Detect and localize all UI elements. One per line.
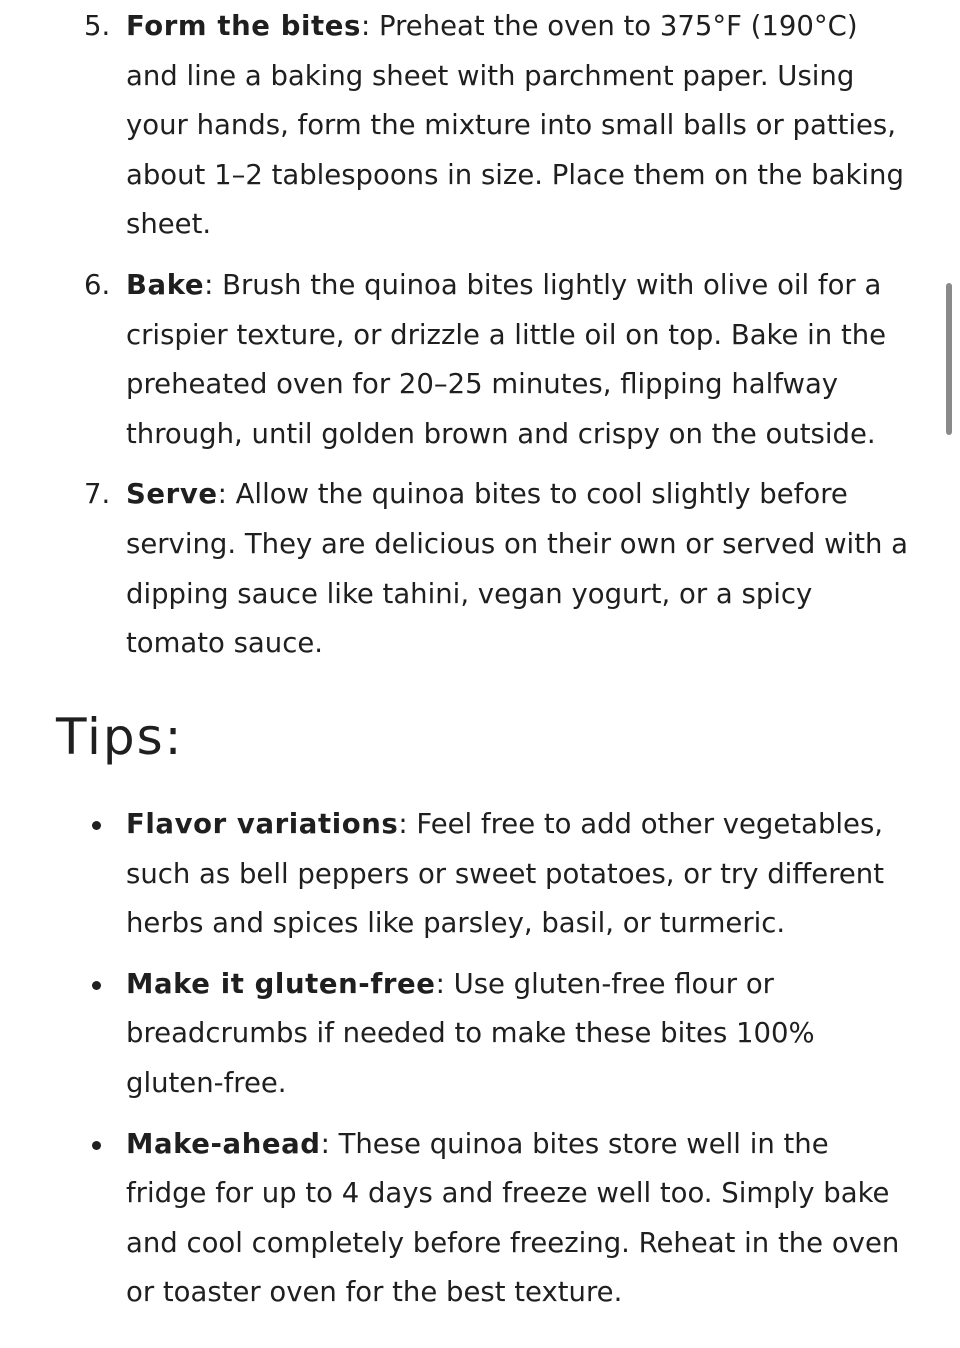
step-number: 7.	[84, 478, 111, 511]
vertical-scrollbar[interactable]	[946, 283, 952, 435]
step-title: Bake	[126, 268, 205, 301]
step-text: : Brush the quinoa bites lightly with olive oil for a crispier texture, or drizzle a little oil on top. Bake in the preheated oven for 20–25 minutes, flipping halfway through, until golden brown and crispy on the outside.	[126, 268, 887, 450]
instruction-step	[0, 470, 960, 668]
tip-title: Make it gluten-free	[126, 967, 436, 1000]
tip-item	[0, 800, 960, 949]
instructions-list	[0, 2, 960, 680]
tip-item	[0, 960, 960, 1109]
step-title: Serve	[126, 478, 218, 511]
tip-text: : Feel free to add other vegetables, such as bell peppers or sweet potatoes, or try different herbs and spices like parsley, basil, or turmeric.	[126, 808, 885, 940]
tip-text: : Use gluten-free flour or breadcrumbs if needed to make these bites 100% gluten-free.	[126, 967, 815, 1099]
step-text: : Preheat the oven to 375°F (190°C) and line a baking sheet with parchment paper. Using your hands, form the mixture into small balls or patties, about 1–2 tablespoons in size. Place them on the baking sheet.	[126, 10, 904, 241]
bullet-icon	[92, 821, 101, 830]
tip-item	[0, 1120, 960, 1318]
bullet-icon	[92, 981, 101, 990]
tips-heading: Tips:	[56, 708, 184, 766]
step-number: 6.	[84, 268, 111, 301]
tip-title: Flavor variations	[126, 808, 399, 840]
tip-title: Make-ahead	[126, 1127, 321, 1160]
tip-text: : These quinoa bites store well in the fridge for up to 4 days and freeze well too. Simply bake and cool completely before freezing. Reheat in the oven or toaster oven for the best texture.	[126, 1127, 900, 1309]
instruction-step	[0, 261, 960, 459]
step-number: 5.	[84, 10, 111, 42]
step-text: : Allow the quinoa bites to cool slightly before serving. They are delicious on their own or served with a dipping sauce like tahini, vegan yogurt, or a spicy tomato sauce.	[126, 478, 909, 660]
instruction-step	[0, 2, 960, 250]
tips-list	[0, 800, 960, 1329]
step-title: Form the bites	[126, 10, 361, 42]
bullet-icon	[92, 1141, 101, 1150]
